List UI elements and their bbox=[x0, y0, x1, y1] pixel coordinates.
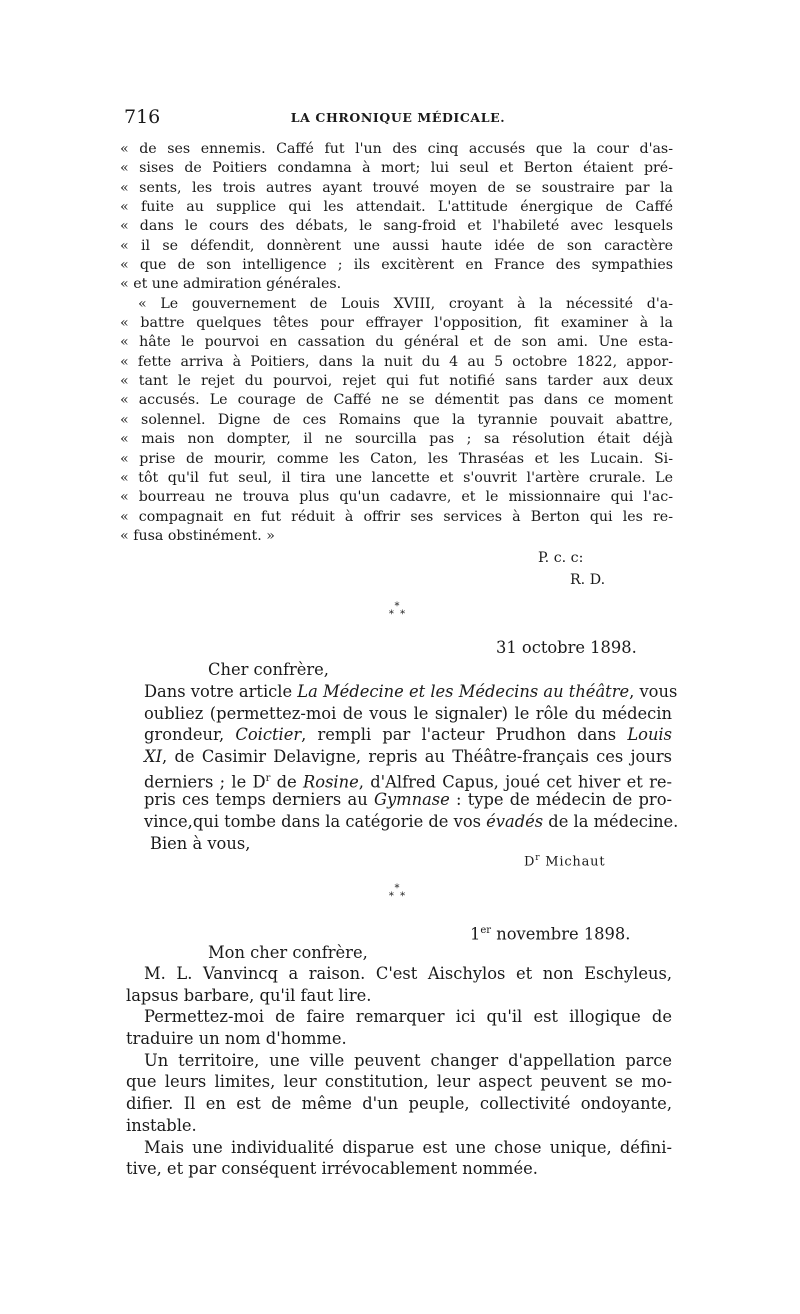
letter2-line: Mais une individualité disparue est une chose unique, défini- bbox=[144, 1137, 672, 1157]
letter2-line: traduire un nom d'homme. bbox=[126, 1029, 347, 1049]
letter2-line: lapsus barbare, qu'il faut lire. bbox=[126, 985, 372, 1005]
letter2-line: tive, et par conséquent irrévocablement nommée. bbox=[126, 1159, 538, 1179]
letter1-closing: Bien à vous, bbox=[150, 834, 251, 853]
quote-line: « solennel. Digne de ces Romains que la tyrannie pouvait abattre, bbox=[120, 411, 673, 428]
letter1-line: XI, de Casimir Delavigne, repris au Théâtre-français ces jours bbox=[144, 747, 672, 767]
letter1-line: pris ces temps derniers au Gymnase : type de médecin de pro- bbox=[144, 790, 672, 810]
letter1-signer: $D^r$ Michaut bbox=[524, 853, 606, 870]
article-title: La Médecine et les Médecins au théâtre bbox=[297, 682, 630, 701]
quote-line: « fette arriva à Poitiers, dans la nuit du 4 au 5 octobre 1822, appor- bbox=[120, 353, 673, 370]
quote-line: « il se défendit, donnèrent une aussi haute idée de son caractère bbox=[120, 237, 673, 254]
letter1-line: oubliez (permettez-moi de vous le signaler) le rôle du médecin bbox=[144, 703, 672, 723]
letter2-line: difier. Il en est de même d'un peuple, collectivité ondoyante, bbox=[126, 1094, 672, 1114]
letter1-line: derniers ; le $D^r$ de Rosine, d'Alfred Capus, joué cet hiver et re- bbox=[144, 772, 672, 792]
letter2-line: Un territoire, une ville peuvent changer d'appellation parce bbox=[144, 1050, 672, 1070]
quote-line: « tôt qu'il fut seul, il tira une lancette et s'ouvrit l'artère crurale. Le bbox=[120, 469, 673, 486]
quote-line: « compagnait en fut réduit à offrir ses services à Berton qui les re- bbox=[120, 508, 673, 525]
page-header bbox=[124, 106, 672, 132]
letter1-salutation: Cher confrère, bbox=[208, 660, 329, 679]
letter2-date: 1er novembre 1898. bbox=[470, 924, 631, 944]
quote-line: « mais non dompter, il ne sourcilla pas ; sa résolution était déjà bbox=[120, 431, 673, 448]
running-title: LA CHRONIQUE MÉDICALE. bbox=[290, 110, 506, 125]
quote-line: « sises de Poitiers condamna à mort; lui seul et Berton étaient pré- bbox=[120, 160, 673, 177]
quote-line: « accusés. Le courage de Caffé ne se démentit pas dans ce moment bbox=[120, 392, 673, 409]
quote-line: « prise de mourir, comme les Caton, les Thraséas et les Lucain. Si- bbox=[120, 450, 673, 467]
quoted-passage bbox=[120, 140, 673, 546]
quote-line: « dans le cours des débats, le sang-froid et l'habileté avec lesquels bbox=[120, 218, 673, 235]
letter2-line: M. L. Vanvincq a raison. C'est Aischylos et non Eschyleus, bbox=[144, 964, 672, 983]
letter1-line: Dans votre article La Médecine et les Médecins au théâtre, vous bbox=[144, 682, 678, 701]
letter2-line: que leurs limites, leur constitution, leur aspect peuvent se mo- bbox=[126, 1072, 672, 1092]
quote-line: « que de son intelligence ; ils excitèrent en France des sympathies bbox=[120, 257, 673, 274]
letter2-body bbox=[126, 963, 672, 1180]
page-number: 716 bbox=[124, 106, 161, 128]
quote-line: « Le gouvernement de Louis XVIII, croyant à la nécessité d'a- bbox=[138, 295, 673, 312]
asterism-separator: * * * bbox=[388, 883, 406, 902]
letter1-line: grondeur, Coictier, rempli par l'acteur Prudhon dans Louis bbox=[144, 725, 672, 745]
letter2-line: Permettez-moi de faire remarquer ici qu'il est illogique de bbox=[144, 1007, 672, 1027]
quote-signature-pcc: P. c. c: bbox=[538, 550, 584, 566]
quote-line: « fuite au supplice qui les attendait. L'attitude énergique de Caffé bbox=[120, 199, 673, 216]
letter2-line: instable. bbox=[126, 1115, 197, 1135]
quote-line: « tant le rejet du pourvoi, rejet qui fut notifié sans tarder aux deux bbox=[120, 373, 673, 390]
quote-line: « battre quelques têtes pour effrayer l'opposition, fit examiner à la bbox=[120, 315, 673, 332]
quote-line: « fusa obstinément. » bbox=[120, 527, 275, 544]
letter1-date: 31 octobre 1898. bbox=[496, 638, 637, 657]
quote-signature-initials: R. D. bbox=[570, 572, 606, 588]
quote-line: « bourreau ne trouva plus qu'un cadavre, et le missionnaire qui l'ac- bbox=[120, 489, 673, 506]
letter1-line: vince,qui tombe dans la catégorie de vos évadés de la médecine. bbox=[144, 812, 679, 832]
letter1-body bbox=[144, 681, 679, 833]
letter2-salutation: Mon cher confrère, bbox=[208, 943, 368, 962]
quote-line: « sents, les trois autres ayant trouvé moyen de se soustraire par la bbox=[120, 179, 673, 196]
quote-line: « et une admiration générales. bbox=[120, 276, 342, 293]
quote-line: « de ses ennemis. Caffé fut l'un des cinq accusés que la cour d'as- bbox=[120, 141, 673, 157]
asterism-separator: * * * bbox=[388, 601, 406, 620]
quote-line: « hâte le pourvoi en cassation du général et de son ami. Une esta- bbox=[120, 334, 673, 351]
